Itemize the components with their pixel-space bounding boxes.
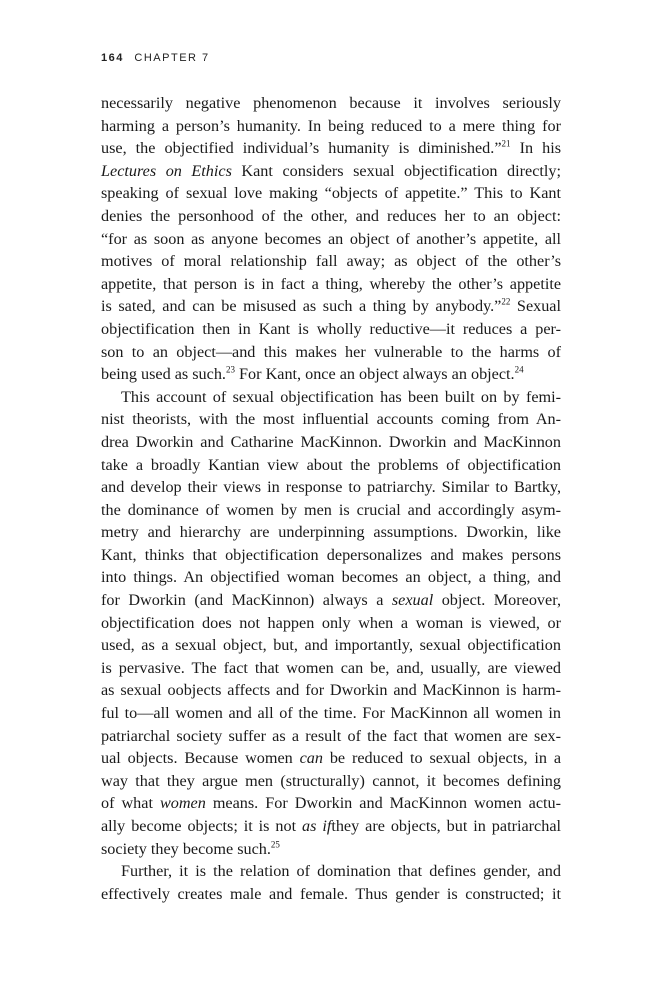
- text-line: speaking of sexual love making “objects of appetite.” This to Kant: [101, 184, 561, 203]
- text-line: “for as soon as anyone becomes an object of another’s appetite, all: [101, 229, 561, 248]
- text-line: son to an object—and this makes her vulnerable to the harms of: [101, 342, 561, 361]
- text-line: is sated, and can be misused as such a thing by anybody.”$^{22}$ Sexual: [101, 296, 561, 316]
- text-line: ful to—all women and all of the time. For MacKinnon all women in: [101, 704, 561, 723]
- text-line: drea Dworkin and Catharine MacKinnon. Dworkin and MacKinnon: [101, 432, 561, 451]
- text-line: the dominance of women by men is crucial and accordingly asym-: [101, 500, 561, 519]
- text-line: This account of sexual objectification has been built on by femi-: [121, 387, 561, 406]
- text-line: as sexual oobjects affects and for Dworkin and MacKinnon is harm-: [101, 681, 561, 700]
- text-line: society they become such.$^{25}$: [101, 839, 280, 858]
- text-line: of what women means. For Dworkin and MacKinnon women actu-: [101, 794, 562, 813]
- text-line: is pervasive. The fact that women can be, and, usually, are viewed: [101, 658, 561, 677]
- text-line: into things. An objectified woman becomes an object, a thing, and: [101, 568, 561, 587]
- text-line: ally become objects; it is not as ifthey are objects, but in patriarchal: [101, 817, 561, 835]
- page-number: 164: [101, 52, 124, 64]
- emphasis-text: can: [299, 749, 323, 768]
- chapter-label: CHAPTER 7: [134, 52, 210, 64]
- footnote-ref: 24: [514, 364, 524, 375]
- text-line: used, as a sexual object, but, and importantly, sexual objectification: [101, 636, 561, 655]
- text-line: effectively creates male and female. Thus gender is constructed; it: [101, 884, 561, 903]
- text-line: ual objects. Because women can be reduced to sexual objects, in a: [101, 749, 562, 768]
- text-line: patriarchal society suffer as a result of the fact that women are sex-: [101, 726, 561, 745]
- text-line: metry and hierarchy are underpinning assumptions. Dworkin, like: [101, 523, 561, 542]
- text-line: objectification does not happen only when a woman is viewed, or: [101, 613, 561, 632]
- text-line: for Dworkin (and MacKinnon) always a sexual object. Moreover,: [101, 591, 561, 610]
- text-line: Lectures on Ethics Kant considers sexual objectification directly;: [101, 161, 561, 180]
- text-line: Further, it is the relation of domination that defines gender, and: [121, 862, 561, 881]
- footnote-ref: 22: [501, 296, 511, 307]
- text-line: take a broadly Kantian view about the problems of objectification: [101, 455, 561, 474]
- text-line: use, the objectified individual’s humanity is diminished.”$^{21}$ In his: [101, 138, 561, 158]
- text-line: denies the personhood of the other, and reduces her to an object:: [101, 206, 561, 225]
- footnote-ref: 21: [501, 138, 511, 149]
- text-line: way that they argue men (structurally) cannot, it becomes defining: [101, 771, 561, 790]
- text-line: harming a person’s humanity. In being reduced to a mere thing for: [101, 116, 561, 135]
- text-line: being used as such.$^{23}$ For Kant, once an object always an object.$^{24}$: [101, 364, 524, 384]
- text-line: nist theorists, with the most influential accounts coming from An-: [101, 410, 561, 429]
- emphasis-text: women: [159, 794, 206, 813]
- text-line: appetite, that person is in fact a thing, whereby the other’s appetite: [101, 274, 561, 293]
- body-text: [101, 92, 561, 905]
- footnote-ref: 25: [270, 839, 280, 850]
- book-title: Lectures on Ethics: [101, 161, 232, 180]
- text-line: Kant, thinks that objectification depersonalizes and makes persons: [101, 545, 561, 564]
- text-line: objectification then in Kant is wholly reductive—it reduces a per-: [101, 319, 561, 338]
- text-line: necessarily negative phenomenon because it involves seriously: [101, 94, 561, 112]
- footnote-ref: 23: [225, 364, 235, 375]
- emphasis-text: as if: [302, 817, 332, 835]
- text-line: and develop their views in response to patriarchy. Similar to Bartky,: [101, 478, 561, 497]
- text-line: motives of moral relationship fall away; as object of the other’s: [101, 252, 561, 271]
- emphasis-text: sexual: [391, 591, 434, 610]
- running-header: [101, 52, 210, 64]
